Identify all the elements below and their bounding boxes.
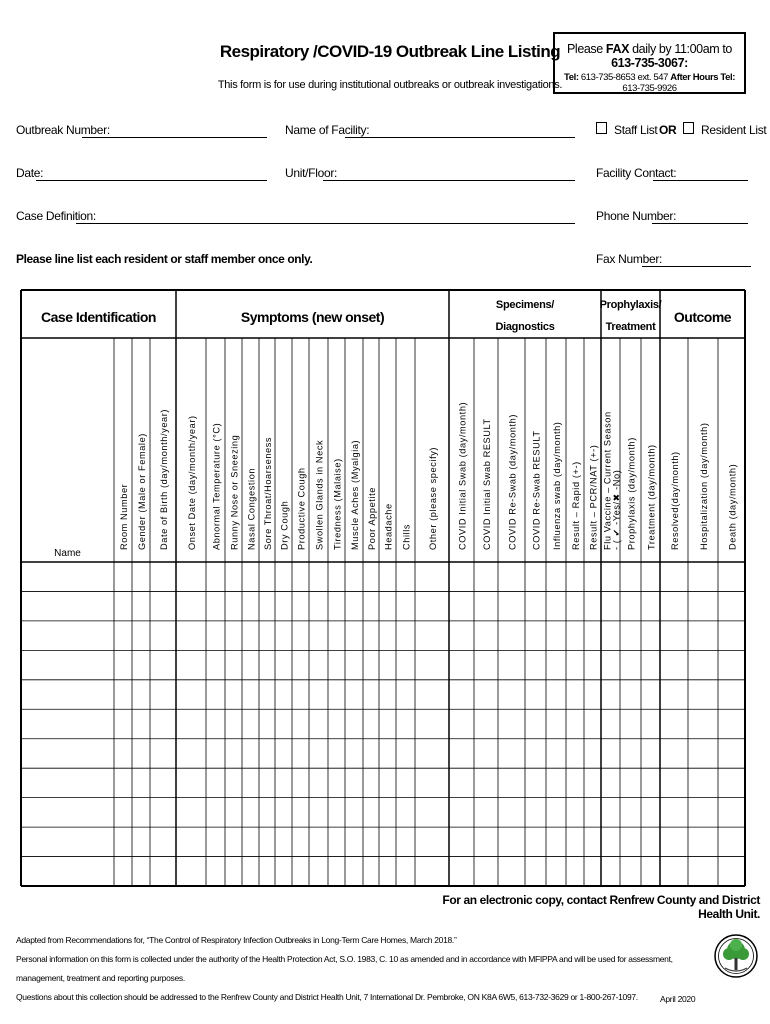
column-header: COVID Initial Swab (day/month) [457,401,468,550]
column-header: Headache [383,503,394,550]
column-header: Dry Cough [279,500,290,550]
column-header-flu-vaccine-note: - ( ✔ -Yes/✖ -No) [611,469,622,550]
tel-value: 613-735-8653 ext. 547 [578,72,671,83]
or-label: OR [659,123,677,137]
column-header: Other (please specify) [428,446,438,550]
column-header: Date of Birth (day/month/year) [159,408,169,550]
facility-contact-label: Facility Contact: [596,166,677,180]
adapted-note: Adapted from Recommendations for, “The Control of Respiratory Infection Outbreaks in Long-Term Care Homes, March 2018.” [16,935,457,945]
fax-mid: daily by 11:00am to [629,42,732,56]
column-header: Abnormal Temperature (°C) [211,422,222,550]
column-header: Onset Date (day/month/year) [187,415,197,550]
column-header: Chills [401,523,412,550]
column-header: Influenza swab (day/month) [552,421,562,550]
column-header: Runny Nose or Sneezing [229,434,240,550]
column-header: Nasal Congestion [246,467,257,550]
tel-label: Tel: [564,72,579,83]
column-header: Result – PCR/NAT (+-) [588,444,599,550]
column-header: COVID Re-Swab (day/month) [507,413,518,550]
resident-list-label: Resident List [701,123,767,137]
fax-number: 613-735-3067: [611,56,688,70]
page-subtitle: This form is for use during institutional outbreaks or outbreak investigations. [217,79,563,91]
column-header: COVID Re-Swab RESULT [531,430,542,550]
fax-word: FAX [605,42,630,56]
facility-name-label: Name of Facility: [285,123,370,137]
column-header: Tiredness (Malaise) [332,458,343,550]
name-column-header: Name [54,548,81,559]
group-diagnostics: Diagnostics [495,321,555,333]
form-date: April 2020 [660,994,696,1004]
staff-list-label: Staff List [614,123,658,137]
phone-number-label: Phone Number: [596,209,677,223]
column-header: Room Number [119,483,129,550]
fax-number-label: Fax Number: [596,252,663,266]
case-definition-label: Case Definition: [16,209,96,223]
group-prophylaxis: Prophylaxis/ [599,299,662,311]
fax-prefix: Please [567,42,606,56]
page-title: Respiratory /COVID-19 Outbreak Line Listing [219,42,561,61]
group-symptoms: Symptoms (new onset) [240,309,385,325]
date-label: Date: [16,166,44,180]
group-specimens: Specimens/ [495,299,555,311]
column-header: Treatment (day/month) [646,444,657,550]
after-hours-value: 613-735-9926 [622,83,677,94]
instruction-text: Please line list each resident or staff member once only. [16,252,313,266]
outbreak-number-label: Outbreak Number: [16,123,110,137]
management-note: management, treatment and reporting purposes. [16,973,185,983]
column-header: Prophylaxis (day/month) [626,437,637,550]
column-header: Gender (Male or Female) [137,433,147,550]
column-header: Sore Throat/Hoarseness [263,436,273,550]
column-header-flu-vaccine: Flu Vaccine – Current Season [602,411,613,550]
column-header: Death (day/month) [727,463,738,550]
column-header: Poor Appetite [367,487,377,550]
column-header: Muscle Aches (Myalgia) [350,439,360,550]
questions-note: Questions about this collection should be addressed to the Renfrew County and District Health Unit, 7 International Dr. Pembroke, ON K8A 6W5, 613-732-3629 or 1-800-267-1097. [16,992,638,1002]
personal-info-note: Personal information on this form is collected under the authority of the Health Protection Act, S.O. 1983, C. 10 as amended and in accordance with MFIPPA and will be used for assessment, [16,954,673,964]
unit-floor-label: Unit/Floor: [285,166,338,180]
column-header: Result – Rapid (+-) [571,461,581,550]
column-header: Hospitalization (day/month) [699,422,709,550]
column-header: Resolved(day/month) [670,451,680,550]
electronic-copy-note: For an electronic copy, contact Renfrew County and District Health Unit. [442,893,760,921]
column-header: COVID Initial Swab RESULT [482,418,492,550]
column-header: Swollen Glands in Neck [314,439,325,550]
group-outcome: Outcome [673,309,732,325]
health-unit-logo [712,920,760,998]
group-case-identification: Case Identification [41,309,156,325]
column-header: Productive Cough [296,467,307,550]
group-treatment: Treatment [605,321,656,333]
after-hours-label: After Hours Tel: [670,72,735,83]
